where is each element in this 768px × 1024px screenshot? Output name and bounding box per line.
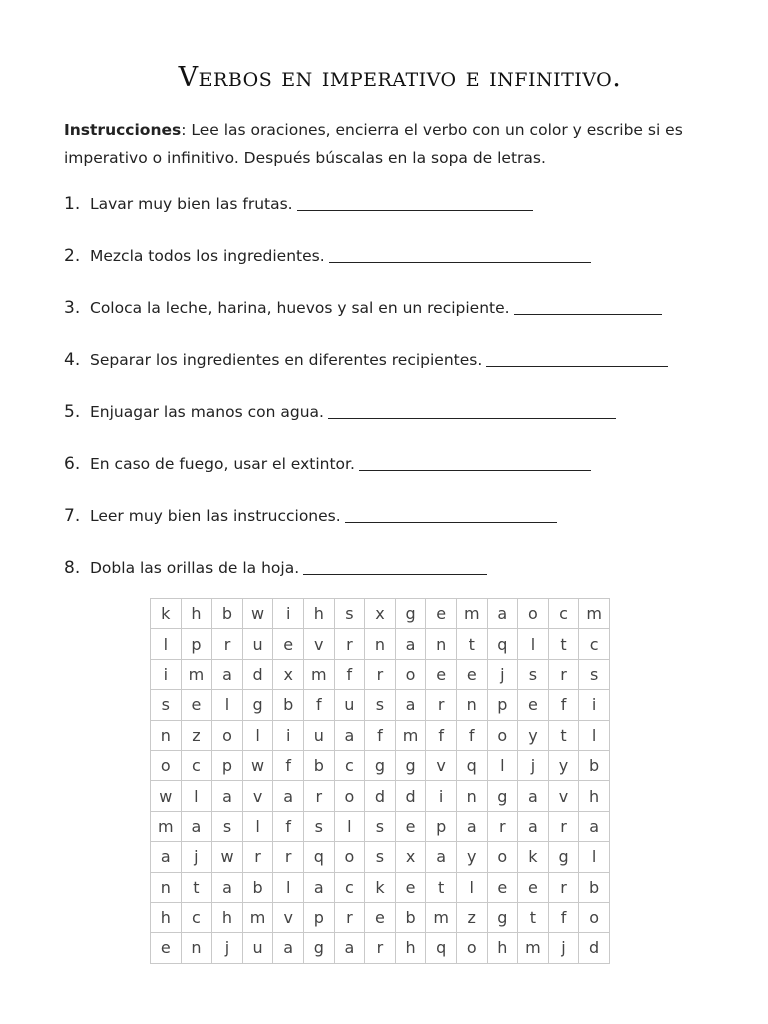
grid-cell[interactable]: l <box>212 690 243 720</box>
grid-cell[interactable]: s <box>212 811 243 841</box>
grid-cell[interactable]: m <box>151 811 182 841</box>
grid-cell[interactable]: o <box>579 902 610 932</box>
grid-row <box>151 720 610 750</box>
grid-cell[interactable]: g <box>303 933 334 963</box>
grid-cell[interactable]: s <box>365 842 396 872</box>
grid-cell[interactable]: n <box>426 629 457 659</box>
item-number: 1. <box>64 194 81 214</box>
grid-cell[interactable]: o <box>334 842 365 872</box>
grid-cell[interactable]: l <box>181 781 212 811</box>
grid-cell[interactable]: i <box>151 659 182 689</box>
grid-cell[interactable]: c <box>334 872 365 902</box>
grid-cell[interactable]: x <box>395 842 426 872</box>
grid-cell[interactable]: b <box>212 599 243 629</box>
grid-cell[interactable]: n <box>365 629 396 659</box>
item-sentence: Lavar muy bien las frutas. <box>90 195 293 213</box>
grid-cell[interactable]: k <box>518 842 549 872</box>
grid-cell[interactable]: t <box>181 872 212 902</box>
grid-cell[interactable]: p <box>212 750 243 780</box>
list-item <box>64 454 734 506</box>
grid-cell[interactable]: x <box>273 659 304 689</box>
item-number: 7. <box>64 506 81 526</box>
grid-cell[interactable]: f <box>303 690 334 720</box>
grid-cell[interactable]: e <box>426 599 457 629</box>
grid-cell[interactable]: d <box>242 659 273 689</box>
answer-blank[interactable] <box>329 248 591 263</box>
grid-cell[interactable]: n <box>456 690 487 720</box>
list-item <box>64 402 734 454</box>
grid-cell[interactable]: c <box>181 750 212 780</box>
list-item <box>64 194 734 246</box>
grid-cell[interactable]: s <box>579 659 610 689</box>
grid-row <box>151 750 610 780</box>
grid-cell[interactable]: l <box>579 842 610 872</box>
grid-cell[interactable]: l <box>242 811 273 841</box>
grid-cell[interactable]: g <box>242 690 273 720</box>
grid-cell[interactable]: t <box>426 872 457 902</box>
grid-cell[interactable]: r <box>303 781 334 811</box>
grid-cell[interactable]: k <box>365 872 396 902</box>
grid-cell[interactable]: m <box>242 902 273 932</box>
grid-cell[interactable]: m <box>303 659 334 689</box>
grid-cell[interactable]: a <box>334 720 365 750</box>
grid-cell[interactable]: r <box>487 811 518 841</box>
grid-cell[interactable]: l <box>487 750 518 780</box>
grid-cell[interactable]: i <box>579 690 610 720</box>
grid-cell[interactable]: a <box>487 599 518 629</box>
grid-cell[interactable]: v <box>273 902 304 932</box>
grid-row <box>151 933 610 963</box>
instructions-label: Instrucciones <box>64 121 182 139</box>
list-item <box>64 298 734 350</box>
grid-row <box>151 781 610 811</box>
grid-cell[interactable]: j <box>212 933 243 963</box>
item-number: 5. <box>64 402 81 422</box>
grid-cell[interactable]: a <box>518 781 549 811</box>
grid-cell[interactable]: o <box>151 750 182 780</box>
grid-cell[interactable]: f <box>548 902 579 932</box>
grid-cell[interactable]: l <box>456 872 487 902</box>
grid-cell[interactable]: n <box>151 720 182 750</box>
grid-cell[interactable]: i <box>273 599 304 629</box>
grid-cell[interactable]: d <box>579 933 610 963</box>
answer-blank[interactable] <box>345 508 557 523</box>
grid-cell[interactable]: e <box>273 629 304 659</box>
grid-cell[interactable]: h <box>212 902 243 932</box>
grid-row <box>151 842 610 872</box>
grid-cell[interactable]: a <box>181 811 212 841</box>
page-title: Verbos en imperativo e infinitivo. <box>178 62 622 93</box>
grid-cell[interactable]: i <box>273 720 304 750</box>
grid-row <box>151 872 610 902</box>
grid-cell[interactable]: h <box>303 599 334 629</box>
item-sentence: Leer muy bien las instrucciones. <box>90 507 341 525</box>
grid-cell[interactable]: s <box>365 811 396 841</box>
grid-cell[interactable]: a <box>212 781 243 811</box>
grid-cell[interactable]: b <box>579 872 610 902</box>
grid-cell[interactable]: q <box>456 750 487 780</box>
grid-cell[interactable]: a <box>212 659 243 689</box>
grid-cell[interactable]: a <box>395 629 426 659</box>
grid-cell[interactable]: r <box>242 842 273 872</box>
answer-blank[interactable] <box>328 404 616 419</box>
grid-cell[interactable]: f <box>273 750 304 780</box>
grid-cell[interactable]: o <box>395 659 426 689</box>
item-sentence: Enjuagar las manos con agua. <box>90 403 324 421</box>
grid-cell[interactable]: f <box>273 811 304 841</box>
grid-row <box>151 599 610 629</box>
grid-cell[interactable]: v <box>548 781 579 811</box>
grid-cell[interactable]: r <box>548 811 579 841</box>
item-number: 2. <box>64 246 81 266</box>
grid-cell[interactable]: f <box>548 690 579 720</box>
grid-row <box>151 690 610 720</box>
grid-cell[interactable]: g <box>365 750 396 780</box>
grid-cell[interactable]: j <box>487 659 518 689</box>
grid-row <box>151 659 610 689</box>
word-search-grid <box>150 598 610 964</box>
grid-cell[interactable]: e <box>395 872 426 902</box>
grid-cell[interactable]: h <box>151 902 182 932</box>
grid-cell[interactable]: y <box>518 720 549 750</box>
grid-cell[interactable]: g <box>548 842 579 872</box>
answer-blank[interactable] <box>303 560 487 575</box>
grid-cell[interactable]: o <box>212 720 243 750</box>
item-sentence: Mezcla todos los ingredientes. <box>90 247 325 265</box>
grid-cell[interactable]: r <box>273 842 304 872</box>
grid-cell[interactable]: q <box>426 933 457 963</box>
grid-cell[interactable]: o <box>487 842 518 872</box>
grid-cell[interactable]: p <box>181 629 212 659</box>
grid-cell[interactable]: a <box>212 872 243 902</box>
grid-cell[interactable]: q <box>487 629 518 659</box>
grid-cell[interactable]: s <box>151 690 182 720</box>
grid-cell[interactable]: h <box>579 781 610 811</box>
grid-cell[interactable]: r <box>365 933 396 963</box>
grid-cell[interactable]: p <box>303 902 334 932</box>
grid-cell[interactable]: s <box>365 690 396 720</box>
grid-cell[interactable]: l <box>151 629 182 659</box>
grid-cell[interactable]: a <box>334 933 365 963</box>
grid-cell[interactable]: w <box>151 781 182 811</box>
grid-cell[interactable]: l <box>518 629 549 659</box>
grid-cell[interactable]: j <box>181 842 212 872</box>
grid-cell[interactable]: e <box>151 933 182 963</box>
grid-cell[interactable]: u <box>334 690 365 720</box>
grid-cell[interactable]: f <box>426 720 457 750</box>
grid-cell[interactable]: f <box>334 659 365 689</box>
grid-cell[interactable]: e <box>487 872 518 902</box>
grid-cell[interactable]: r <box>365 659 396 689</box>
grid-cell[interactable]: m <box>426 902 457 932</box>
item-number: 6. <box>64 454 81 474</box>
grid-cell[interactable]: j <box>518 750 549 780</box>
grid-cell[interactable]: a <box>273 781 304 811</box>
grid-row <box>151 629 610 659</box>
grid-cell[interactable]: a <box>151 842 182 872</box>
grid-cell[interactable]: n <box>151 872 182 902</box>
grid-cell[interactable]: r <box>548 872 579 902</box>
grid-cell[interactable]: a <box>395 690 426 720</box>
grid-cell[interactable]: n <box>456 781 487 811</box>
grid-cell[interactable]: j <box>548 933 579 963</box>
grid-cell[interactable]: b <box>395 902 426 932</box>
grid-cell[interactable]: h <box>395 933 426 963</box>
grid-cell[interactable]: g <box>395 750 426 780</box>
grid-cell[interactable]: a <box>518 811 549 841</box>
grid-cell[interactable]: r <box>426 690 457 720</box>
grid-cell[interactable]: a <box>426 842 457 872</box>
grid-cell[interactable]: s <box>518 659 549 689</box>
grid-cell[interactable]: u <box>303 720 334 750</box>
grid-cell[interactable]: g <box>487 902 518 932</box>
grid-cell[interactable]: b <box>242 872 273 902</box>
grid-cell[interactable]: b <box>273 690 304 720</box>
grid-cell[interactable]: w <box>212 842 243 872</box>
grid-cell[interactable]: r <box>548 659 579 689</box>
grid-cell[interactable]: p <box>426 811 457 841</box>
grid-cell[interactable]: s <box>334 599 365 629</box>
grid-cell[interactable]: e <box>181 690 212 720</box>
grid-cell[interactable]: y <box>548 750 579 780</box>
grid-cell[interactable]: c <box>579 629 610 659</box>
grid-cell[interactable]: e <box>395 811 426 841</box>
grid-cell[interactable]: r <box>334 629 365 659</box>
grid-cell[interactable]: a <box>456 811 487 841</box>
grid-cell[interactable]: c <box>548 599 579 629</box>
instructions-text: : Lee las oraciones, encierra el verbo con un color y escribe si es imperativo o infinitivo. Después búscalas en la sopa de letras. <box>64 121 683 167</box>
grid-cell[interactable]: t <box>456 629 487 659</box>
grid-cell[interactable]: k <box>151 599 182 629</box>
grid-cell[interactable]: f <box>365 720 396 750</box>
grid-cell[interactable]: p <box>487 690 518 720</box>
grid-cell[interactable]: y <box>456 842 487 872</box>
grid-cell[interactable]: o <box>456 933 487 963</box>
grid-cell[interactable]: l <box>242 720 273 750</box>
grid-cell[interactable]: u <box>242 629 273 659</box>
grid-cell[interactable]: h <box>487 933 518 963</box>
grid-cell[interactable]: m <box>456 599 487 629</box>
grid-cell[interactable]: e <box>518 872 549 902</box>
grid-cell[interactable]: r <box>334 902 365 932</box>
grid-cell[interactable]: c <box>181 902 212 932</box>
grid-cell[interactable]: a <box>303 872 334 902</box>
grid-cell[interactable]: s <box>303 811 334 841</box>
grid-cell[interactable]: g <box>395 599 426 629</box>
item-sentence: Coloca la leche, harina, huevos y sal en un recipiente. <box>90 299 510 317</box>
grid-cell[interactable]: d <box>365 781 396 811</box>
item-sentence: Dobla las orillas de la hoja. <box>90 559 300 577</box>
item-number: 8. <box>64 558 81 578</box>
grid-cell[interactable]: x <box>365 599 396 629</box>
grid-cell[interactable]: i <box>426 781 457 811</box>
grid-cell[interactable]: m <box>579 599 610 629</box>
grid-cell[interactable]: n <box>181 933 212 963</box>
grid-cell[interactable]: b <box>579 750 610 780</box>
grid-cell[interactable]: g <box>487 781 518 811</box>
grid-cell[interactable]: d <box>395 781 426 811</box>
item-sentence: En caso de fuego, usar el extintor. <box>90 455 355 473</box>
answer-blank[interactable] <box>359 456 591 471</box>
list-item <box>64 506 734 558</box>
grid-cell[interactable]: m <box>181 659 212 689</box>
grid-cell[interactable]: o <box>487 720 518 750</box>
grid-cell[interactable]: l <box>579 720 610 750</box>
answer-blank[interactable] <box>297 196 533 211</box>
grid-cell[interactable]: l <box>273 872 304 902</box>
grid-cell[interactable]: v <box>303 629 334 659</box>
grid-cell[interactable]: h <box>181 599 212 629</box>
item-sentence: Separar los ingredientes en diferentes recipientes. <box>90 351 483 369</box>
answer-blank[interactable] <box>486 352 668 367</box>
grid-cell[interactable]: a <box>273 933 304 963</box>
grid-cell[interactable]: z <box>456 902 487 932</box>
sentence-list <box>64 194 734 610</box>
grid-cell[interactable]: q <box>303 842 334 872</box>
grid-cell[interactable]: c <box>334 750 365 780</box>
grid-cell[interactable]: v <box>426 750 457 780</box>
grid-cell[interactable]: e <box>365 902 396 932</box>
grid-cell[interactable]: l <box>334 811 365 841</box>
list-item <box>64 350 734 402</box>
list-item <box>64 246 734 298</box>
item-number: 3. <box>64 298 81 318</box>
grid-cell[interactable]: w <box>242 599 273 629</box>
grid-cell[interactable]: t <box>548 720 579 750</box>
grid-cell[interactable]: z <box>181 720 212 750</box>
grid-cell[interactable]: o <box>334 781 365 811</box>
grid-cell[interactable]: m <box>395 720 426 750</box>
grid-row <box>151 902 610 932</box>
grid-cell[interactable]: v <box>242 781 273 811</box>
instructions <box>64 116 714 172</box>
grid-cell[interactable]: f <box>456 720 487 750</box>
grid-cell[interactable]: t <box>518 902 549 932</box>
grid-cell[interactable]: m <box>518 933 549 963</box>
item-number: 4. <box>64 350 81 370</box>
grid-cell[interactable]: w <box>242 750 273 780</box>
answer-blank[interactable] <box>514 300 662 315</box>
grid-cell[interactable]: b <box>303 750 334 780</box>
grid-cell[interactable]: t <box>548 629 579 659</box>
grid-cell[interactable]: u <box>242 933 273 963</box>
grid-cell[interactable]: a <box>579 811 610 841</box>
grid-row <box>151 811 610 841</box>
grid-cell[interactable]: e <box>456 659 487 689</box>
grid-cell[interactable]: o <box>518 599 549 629</box>
grid-cell[interactable]: e <box>426 659 457 689</box>
grid-cell[interactable]: r <box>212 629 243 659</box>
grid-cell[interactable]: e <box>518 690 549 720</box>
